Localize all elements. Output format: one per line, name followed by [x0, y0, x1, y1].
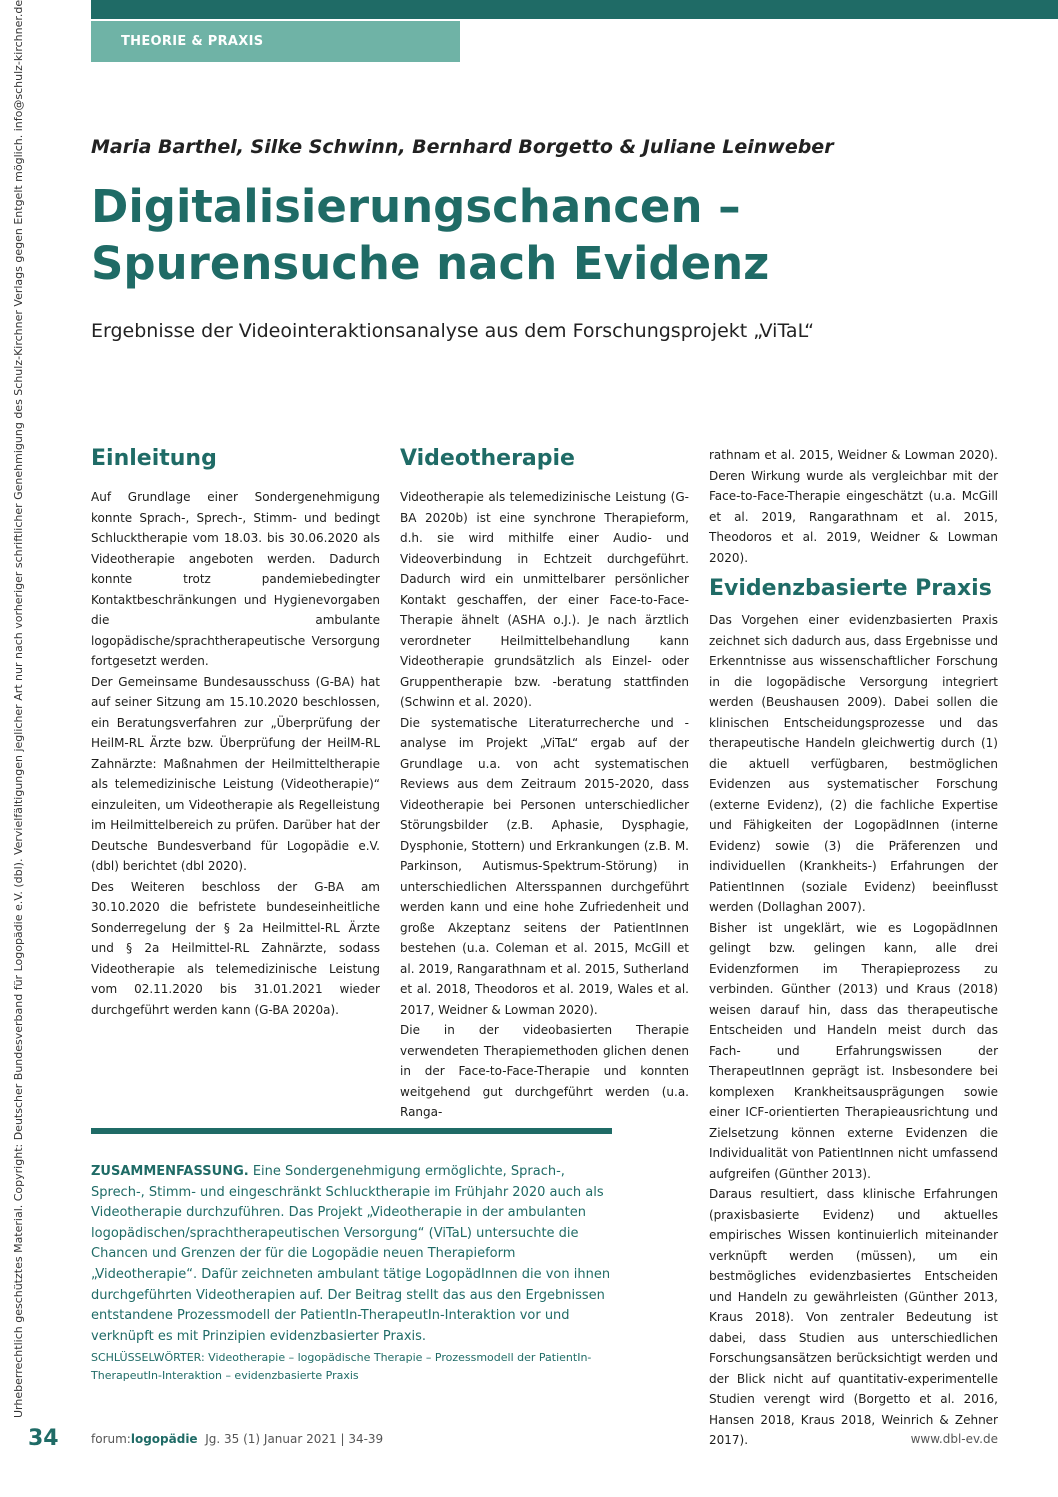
journal-prefix: forum: [91, 1432, 131, 1446]
paragraph: Das Vorgehen einer evidenzbasierten Praxis zeichnet sich dadurch aus, dass Ergebnisse und Erkenntnisse aus wissenschaftlicher Forschung in die logopädische Versorgung integriert werden (Beushausen 2009). Dabei sollen die klinischen Entscheidungsprozesse und das therapeutische Handeln gleichwertig durch (1) die aktuell verfügbaren, bestmöglichen Evidenzen aus systematischer Forschung (externe Evidenz), (2) die fachliche Expertise und Fähigkeiten der LogopädInnen (interne Evidenz) sowie (3) die Präferenzen und individuellen (Krankheits-) Erfahrungen der PatientInnen (soziale Evidenz) beeinflusst werden (Dollaghan 2007). [709, 613, 998, 914]
heading-videotherapie: Videotherapie [400, 446, 575, 471]
keywords: SCHLÜSSELWÖRTER: Videotherapie – logopädische Therapie – Prozessmodell der PatientIn-TherapeutIn-Interaktion – evidenzbasierte Praxis [91, 1351, 592, 1382]
copyright-side-note: Urheberrechtlich geschütztes Material. Copyright: Deutscher Bundesverband für Logopädie e.V. (dbl). Vervielfältigungen jeglicher Art nur nach vorheriger schriftlicher Genehmigung des Schulz-Kirchner Verlags gegen Entgelt möglich. info@schulz-kirchner.de [12, 0, 25, 1418]
footer-url[interactable]: www.dbl-ev.de [910, 1432, 998, 1446]
paragraph: Der Gemeinsame Bundesausschuss (G-BA) hat auf seiner Sitzung am 15.10.2020 beschlossen, ein Beratungsverfahren zur „Überprüfung der HeilM-RL Ärzte bzw. Überprüfung der HeilM-RL Zahnärzte: Maßnahmen der Heilmitteltherapie als telemedizinische Leistung (Videotherapie)“ einzuleiten, um Videotherapie als Regelleistung im Heilmittelbereich zu prüfen. Darüber hat der Deutsche Bundesverband für Logopädie e.V. (dbl) berichtet (dbl 2020). [91, 674, 380, 873]
top-accent-bar [91, 0, 1058, 19]
title-line-1: Digitalisierungschancen – [91, 180, 741, 233]
summary-label: ZUSAMMENFASSUNG. [91, 1164, 249, 1179]
summary-divider [91, 1128, 612, 1134]
page-number: 34 [28, 1426, 59, 1451]
paragraph: Auf Grundlage einer Sondergenehmigung konnte Sprach-, Sprech-, Stimm- und bedingt Schlucktherapie vom 18.03. bis 30.06.2020 als Videotherapie angeboten werden. Dadurch konnte trotz pandemiebedingter Kontaktbeschränkungen und Hygienevorgaben die ambulante logopädische/sprachtherapeutische Versorgung fortgesetzt werden. [91, 490, 380, 668]
heading-evidenzbasierte-praxis: Evidenzbasierte Praxis [709, 576, 992, 601]
section-tab [91, 21, 460, 62]
paragraph: Daraus resultiert, dass klinische Erfahrungen (praxisbasierte Evidenz) und aktuelles empirisches Wissen kontinuierlich miteinander verknüpft werden (müssen), um ein bestmögliches evidenzbasiertes Entscheiden und Handeln zu gewährleisten (Günther 2013, Kraus 2018). Von zentraler Bedeutung ist dabei, dass Studien aus unterschiedlichen Forschungsansätzen berücksichtigt werden und der Blick nicht auf quantitativ-experimentelle Studien verengt wird (Borgetto et al. 2016, Hansen 2018, Kraus 2018, Weinrich & Zehner 2017). [709, 1187, 998, 1447]
paragraph: Bisher ist ungeklärt, wie es LogopädInnen gelingt bzw. gelingen kann, alle drei Evidenzformen im Therapieprozess zu verbinden. Günther (2013) und Kraus (2018) weisen darauf hin, dass das therapeutische Entscheiden und Handeln meist durch das Fach- und Erfahrungswissen der TherapeutInnen geprägt ist. Insbesondere bei komplexen Krankheitsausprägungen sowie einer ICF-orientierten Therapieausrichtung und Zielsetzung können externe Evidenzen die Individualität von PatientInnen nicht umfassend aufgreifen (Günther 2013). [709, 920, 998, 1181]
paragraph: Die in der videobasierten Therapie verwendeten Therapiemethoden glichen denen in der Face-to-Face-Therapie und konnten weitgehend gut durchgeführt werden (u.a. Ranga- [400, 1023, 689, 1119]
title-line-2: Spurensuche nach Evidenz [91, 237, 770, 290]
section-label: THEORIE & PRAXIS [121, 34, 264, 49]
column-1-body [91, 487, 380, 1020]
column-3-body [709, 610, 998, 1451]
paragraph: Des Weiteren beschloss der G-BA am 30.10.2020 die befristete bundeseinheitliche Sonderregelung der § 2a Heilmittel-RL Ärzte und § 2a Heilmittel-RL Zahnärzte, sodass Videotherapie als telemedizinische Leistung vom 02.11.2020 bis 31.01.2021 wieder durchgeführt werden kann (G-BA 2020a). [91, 879, 380, 1017]
article-subtitle: Ergebnisse der Videointeraktionsanalyse aus dem Forschungsprojekt „ViTaL“ [91, 320, 815, 342]
paragraph: Die systematische Literaturrecherche und -analyse im Projekt „ViTaL“ ergab auf der Grundlage u.a. von acht systematischen Reviews aus dem Zeitraum 2015-2020, dass Videotherapie bei Personen unterschiedlicher Störungsbilder (z.B. Aphasie, Dysphagie, Dysphonie, Stottern) und Erkrankungen (z.B. M. Parkinson, Autismus-Spektrum-Störung) in unterschiedlichen Altersspannen durchgeführt werden kann und eine hohe Zufriedenheit und große Akzeptanz seitens der PatientInnen bestehen (u.a. Coleman et al. 2015, McGill et al. 2019, Rangarathnam et al. 2015, Sutherland et al. 2018, Theodoros et al. 2019, Wales et al. 2017, Weidner & Lowman 2020). [400, 715, 689, 1017]
journal-issue: Jg. 35 (1) Januar 2021 | 34-39 [205, 1432, 384, 1446]
column-3-continuation [709, 445, 998, 568]
summary-box [91, 1162, 611, 1347]
heading-einleitung: Einleitung [91, 446, 217, 471]
article-authors: Maria Barthel, Silke Schwinn, Bernhard Borgetto & Juliane Leinweber [91, 136, 834, 158]
column-2-body [400, 487, 689, 1123]
summary-text: Eine Sondergenehmigung ermöglichte, Sprach-, Sprech-, Stimm- und eingeschränkt Schlucktherapie im Frühjahr 2020 auch als Videotherapie durchzuführen. Das Projekt „Videotherapie in der ambulanten logopädischen/sprachtherapeutischen Versorgung“ (ViTaL) untersuchte die Chancen und Grenzen der für die Logopädie neuen Therapieform „Videotherapie“. Dafür zeichneten ambulant tätige LogopädInnen die von ihnen durchgeführten Videotherapien auf. Der Beitrag stellt das aus den Ergebnissen entstandene Prozessmodell der PatientIn-TherapeutIn-Interaktion vor und verknüpft es mit Prinzipien evidenzbasierter Praxis. [91, 1164, 611, 1344]
paragraph: Videotherapie als telemedizinische Leistung (G-BA 2020b) ist eine synchrone Therapieform, d.h. sie wird mithilfe einer Audio- und Videoverbindung in Echtzeit durchgeführt. Dadurch wird ein unmittelbarer persönlicher Kontakt geschaffen, der einer Face-to-Face-Therapie ähnelt (ASHA o.J.). Je nach ärztlich verordneter Heilmittelbehandlung kann Videotherapie grundsätzlich als Einzel- oder Gruppentherapie bzw. -beratung stattfinden (Schwinn et al. 2020). [400, 490, 689, 709]
journal-footer [91, 1432, 383, 1446]
journal-name: logopädie [130, 1432, 198, 1446]
paragraph: rathnam et al. 2015, Weidner & Lowman 2020). Deren Wirkung wurde als vergleichbar mit der Face-to-Face-Therapie eingeschätzt (u.a. McGill et al. 2019, Rangarathnam et al. 2015, Theodoros et al. 2019, Weidner & Lowman 2020). [709, 448, 998, 565]
article-title [91, 178, 991, 292]
